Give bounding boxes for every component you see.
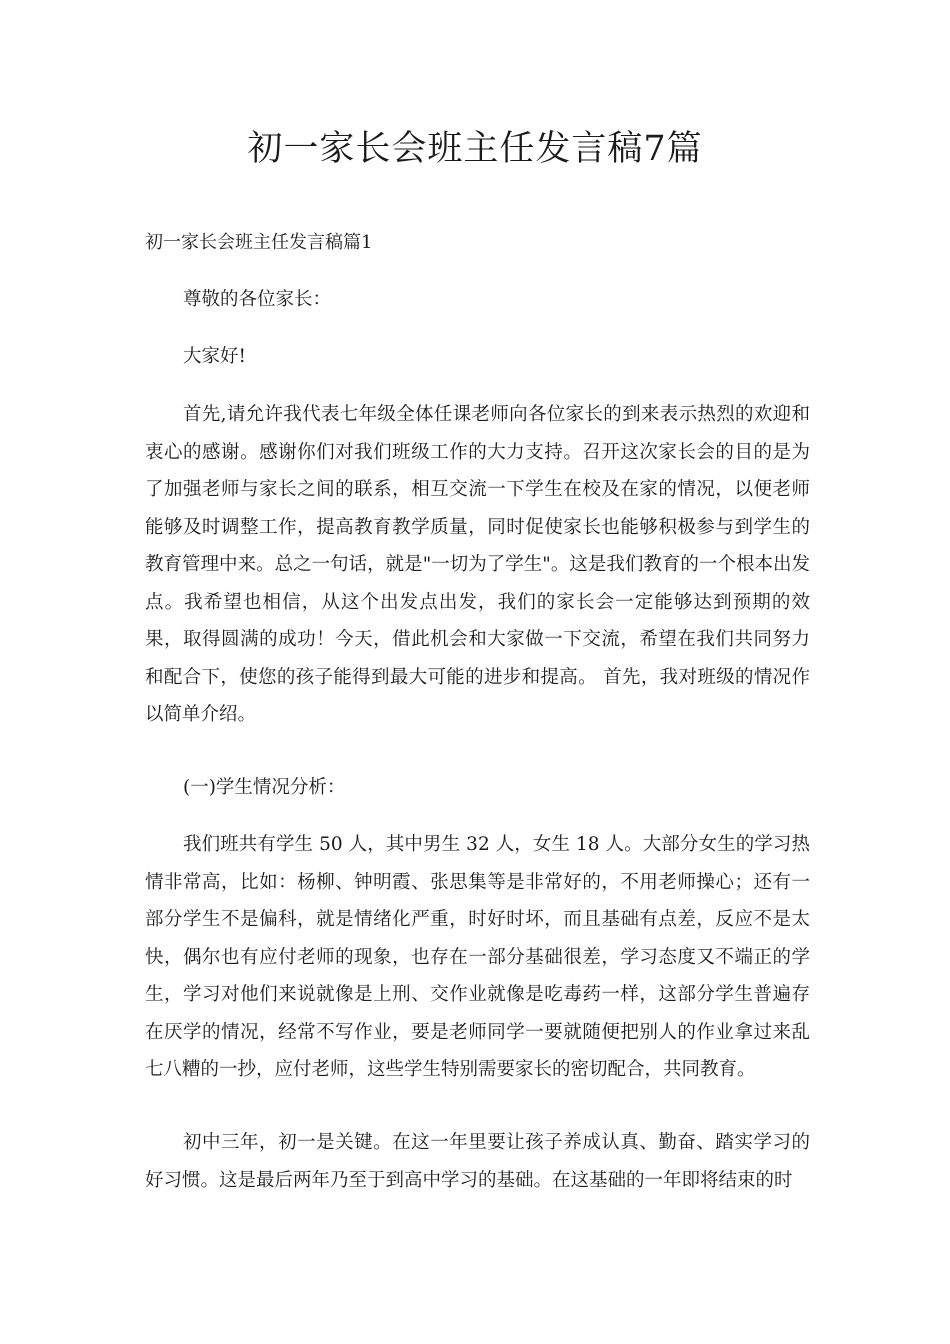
first-year-paragraph: 初中三年，初一是关键。在这一年里要让孩子养成认真、勤奋、踏实学习的好习惯。这是最后两年乃至于到高中学习的基础。在这基础的一年即将结束的时 xyxy=(145,1132,810,1191)
section-heading: 初一家长会班主任发言稿篇1 xyxy=(145,232,373,253)
student-analysis-paragraph: 我们班共有学生 50 人，其中男生 32 人，女生 18 人。大部分女生的学习热情非常高，比如：杨柳、钟明霞、张思集等是非常好的，不用老师操心；还有一部分学生不是偏科，就是情绪化严重，时好时坏，而且基础有点差，反应不是太快，偶尔也有应付老师的现象，也存在一部分基础很差，学习态度又不端正的学生，学习对他们来说就像是上刑、交作业就像是吃毒药一样，这部分学生普遍存在厌学的情况，经常不写作业，要是老师同学一要就随便把别人的作业拿过来乱七八糟的一抄，应付老师，这些学生特别需要家长的密切配合，共同教育。 xyxy=(145,834,810,1080)
intro-paragraph: 首先,请允许我代表七年级全体任课老师向各位家长的到来表示热烈的欢迎和衷心的感谢。感谢你们对我们班级工作的大力支持。召开这次家长会的目的是为了加强老师与家长之间的联系，相互交流一下学生在校及在家的情况，以便老师能够及时调整工作，提高教育教学质量，同时促使家长也能够积极参与到学生的教育管理中来。总之一句话，就是"一切为了学生"。这是我们教育的一个根本出发点。我希望也相信，从这个出发点出发，我们的家长会一定能够达到预期的效果，取得圆满的成功！今天，借此机会和大家做一下交流，希望在我们共同努力和配合下，使您的孩子能得到最大可能的进步和提高。 首先，我对班级的情况作以简单介绍。 xyxy=(145,404,810,725)
student-analysis-subheading: (一)学生情况分析： xyxy=(183,777,346,798)
salutation-paragraph: 尊敬的各位家长： xyxy=(183,289,332,310)
greeting-paragraph: 大家好! xyxy=(183,346,246,367)
document-title: 初一家长会班主任发言稿7篇 xyxy=(247,129,703,169)
